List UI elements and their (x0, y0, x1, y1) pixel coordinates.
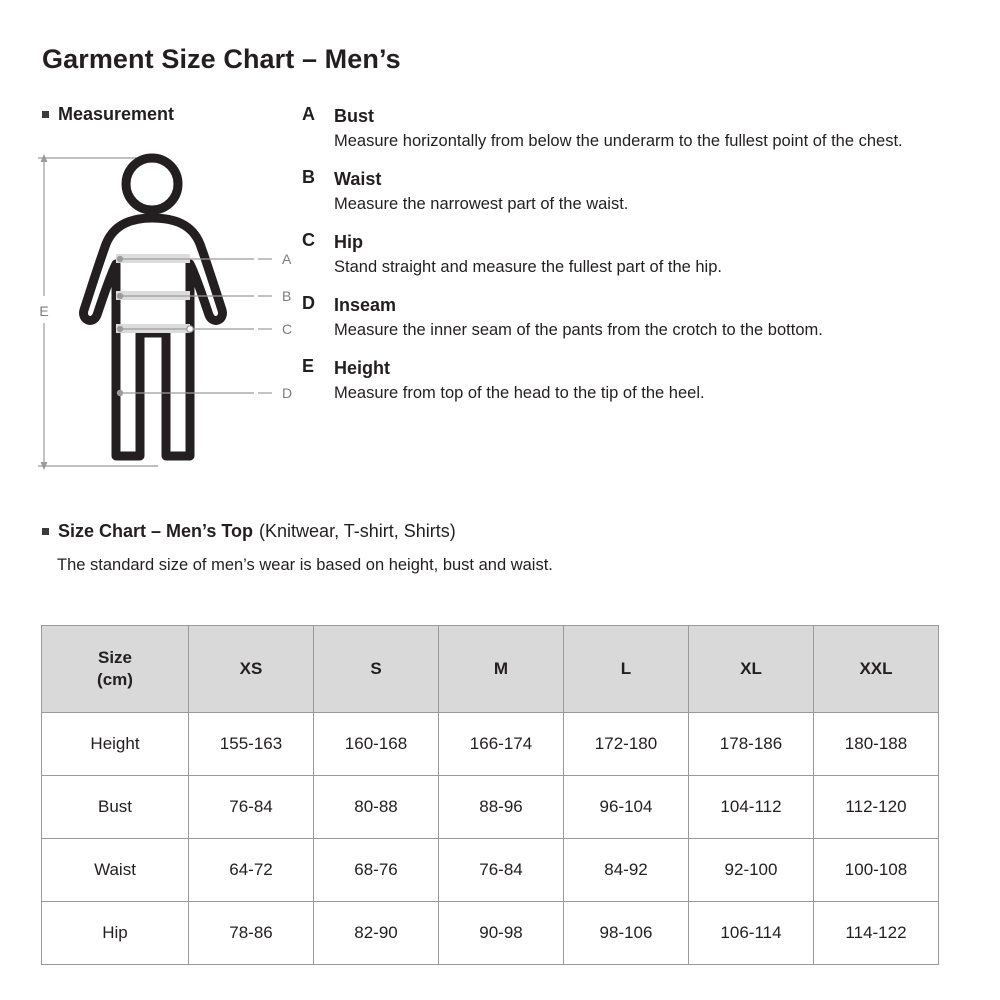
table-column-header-xl: XL (689, 626, 814, 713)
table-row-label-hip: Hip (42, 902, 189, 965)
table-column-header-l: L (564, 626, 689, 713)
definition-letter: E (302, 356, 315, 376)
table-cell: 78-86 (189, 902, 314, 965)
body-measurement-figure (36, 148, 296, 478)
definition-term: Height (334, 358, 390, 378)
size-chart-note: The standard size of men’s wear is based on height, bust and waist. (57, 556, 553, 574)
table-cell: 98-106 (564, 902, 689, 965)
definition-item-height (302, 356, 982, 407)
definition-term: Inseam (334, 295, 397, 315)
figure-label-e: E (39, 303, 49, 319)
table-cell: 80-88 (314, 776, 439, 839)
figure-label-a: A (282, 251, 292, 267)
table-row (42, 776, 939, 839)
table-cell: 68-76 (314, 839, 439, 902)
section-heading-size-chart (42, 521, 456, 542)
table-corner-line1: Size (97, 648, 133, 667)
table-corner-header (42, 626, 189, 713)
table-header-row (42, 626, 939, 713)
table-row-label-height: Height (42, 713, 189, 776)
table-column-header-xs: XS (189, 626, 314, 713)
definition-description: Measure the narrowest part of the waist. (334, 195, 629, 213)
table-row-label-bust: Bust (42, 776, 189, 839)
table-cell: 100-108 (814, 839, 939, 902)
table-cell: 178-186 (689, 713, 814, 776)
table-cell: 180-188 (814, 713, 939, 776)
definition-item-hip (302, 230, 982, 281)
table-cell: 96-104 (564, 776, 689, 839)
table-row (42, 713, 939, 776)
definition-item-waist (302, 167, 982, 218)
definition-description: Stand straight and measure the fullest part of the hip. (334, 258, 722, 276)
table-cell: 64-72 (189, 839, 314, 902)
section-heading-measurement-label: Measurement (58, 104, 175, 124)
table-cell: 92-100 (689, 839, 814, 902)
definition-letter: C (302, 230, 315, 250)
table-row (42, 902, 939, 965)
figure-label-c: C (282, 321, 293, 337)
table-cell: 76-84 (189, 776, 314, 839)
table-cell: 90-98 (439, 902, 564, 965)
bullet-marker-icon (42, 111, 49, 118)
section-heading-measurement (42, 104, 174, 125)
table-corner-line2: (cm) (97, 670, 133, 689)
measurement-definitions-list (302, 104, 982, 419)
table-row (42, 839, 939, 902)
table-column-header-s: S (314, 626, 439, 713)
table-column-header-xxl: XXL (814, 626, 939, 713)
table-cell: 112-120 (814, 776, 939, 839)
table-cell: 155-163 (189, 713, 314, 776)
page-title: Garment Size Chart – Men’s (42, 44, 401, 74)
definition-term: Waist (334, 169, 382, 189)
definition-description: Measure from top of the head to the tip of the heel. (334, 384, 705, 402)
definition-letter: D (302, 293, 315, 313)
human-silhouette (84, 158, 223, 456)
table-cell: 76-84 (439, 839, 564, 902)
definition-description: Measure horizontally from below the underarm to the fullest point of the chest. (334, 132, 903, 150)
size-chart-table (41, 625, 939, 965)
definition-description: Measure the inner seam of the pants from the crotch to the bottom. (334, 321, 823, 339)
size-chart-table-wrapper (41, 625, 938, 965)
definition-letter: B (302, 167, 315, 187)
table-cell: 166-174 (439, 713, 564, 776)
table-cell: 114-122 (814, 902, 939, 965)
measurement-bands (116, 254, 190, 333)
definition-letter: A (302, 104, 315, 124)
definition-term: Hip (334, 232, 363, 252)
definition-term: Bust (334, 106, 374, 126)
table-column-header-m: M (439, 626, 564, 713)
table-row-label-waist: Waist (42, 839, 189, 902)
table-cell: 84-92 (564, 839, 689, 902)
section-heading-size-chart-sublabel: (Knitwear, T-shirt, Shirts) (259, 521, 456, 541)
figure-label-b: B (282, 288, 292, 304)
table-cell: 82-90 (314, 902, 439, 965)
bullet-marker-icon (42, 528, 49, 535)
section-heading-size-chart-label: Size Chart – Men’s Top (58, 521, 254, 541)
table-cell: 104-112 (689, 776, 814, 839)
table-cell: 106-114 (689, 902, 814, 965)
table-cell: 160-168 (314, 713, 439, 776)
figure-label-d: D (282, 385, 293, 401)
definition-item-inseam (302, 293, 982, 344)
table-cell: 88-96 (439, 776, 564, 839)
table-cell: 172-180 (564, 713, 689, 776)
definition-item-bust (302, 104, 982, 155)
